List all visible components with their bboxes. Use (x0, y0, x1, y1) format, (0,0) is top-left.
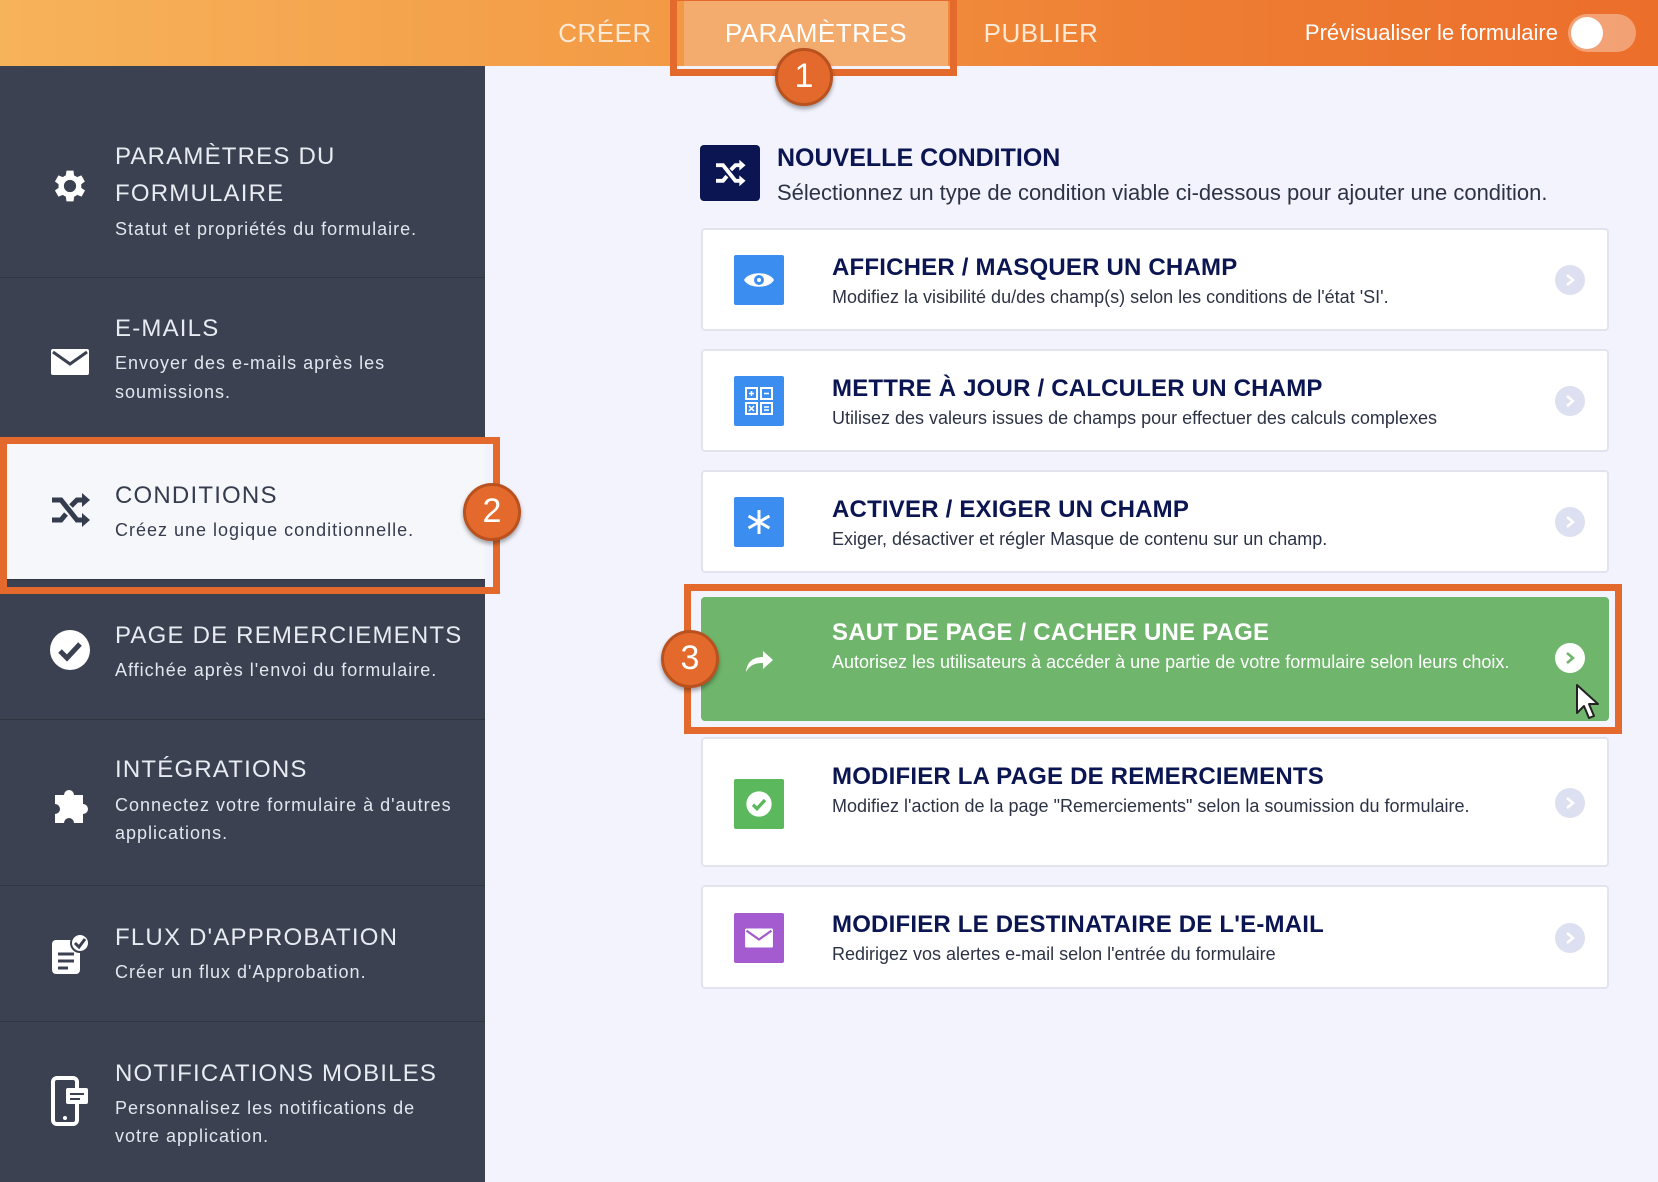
condition-card-update-calculate[interactable] (701, 349, 1609, 452)
check-circle-icon (48, 628, 92, 672)
toggle-knob (1571, 17, 1603, 49)
sidebar-item-title: CONDITIONS (115, 482, 278, 509)
sidebar-item-desc: Connectez votre formulaire à d'autres (115, 795, 452, 815)
sidebar-item-title: FORMULAIRE (115, 180, 285, 207)
card-title: AFFICHER / MASQUER UN CHAMP (832, 254, 1238, 281)
step-badge-1: 1 (775, 48, 833, 106)
preview-form-toggle[interactable] (1568, 14, 1636, 52)
tab-creer[interactable]: CRÉER (558, 18, 652, 48)
chevron-right-icon (1555, 265, 1585, 295)
sidebar-item-desc: applications. (115, 823, 229, 843)
chevron-right-icon (1555, 507, 1585, 537)
step-badge-2: 2 (463, 483, 521, 541)
condition-card-show-hide[interactable] (701, 228, 1609, 331)
sidebar-item-desc: Personnalisez les notifications de (115, 1098, 416, 1118)
sidebar-item-integrations[interactable] (0, 720, 485, 886)
sidebar-item-title: PAGE DE REMERCIEMENTS (115, 622, 463, 649)
chevron-right-icon (1555, 788, 1585, 818)
card-desc: Autorisez les utilisateurs à accéder à une partie de votre formulaire selon leurs choix. (832, 652, 1510, 672)
approval-icon (48, 932, 92, 976)
calculator-icon (734, 376, 784, 426)
card-desc: Utilisez des valeurs issues de champs pour effectuer des calculs complexes (832, 408, 1437, 428)
card-title: ACTIVER / EXIGER UN CHAMP (832, 496, 1190, 523)
card-title: MODIFIER LE DESTINATAIRE DE L'E-MAIL (832, 911, 1325, 938)
card-title: MODIFIER LA PAGE DE REMERCIEMENTS (832, 763, 1324, 790)
sidebar-item-title: FLUX D'APPROBATION (115, 924, 399, 951)
chevron-right-icon (1555, 923, 1585, 953)
tab-parametres[interactable]: PARAMÈTRES (684, 0, 948, 66)
sidebar-item-approval-flows[interactable] (0, 886, 485, 1022)
mouse-cursor-icon (1575, 683, 1601, 726)
sidebar-item-thank-you-page[interactable] (0, 580, 485, 720)
step-badge-3: 3 (661, 630, 719, 688)
highlight-frame-conditions (0, 437, 500, 594)
tab-publier[interactable]: PUBLIER (983, 18, 1099, 48)
envelope-icon (48, 340, 92, 384)
condition-card-change-thank-you[interactable] (701, 737, 1609, 867)
sidebar-item-title: NOTIFICATIONS MOBILES (115, 1060, 438, 1087)
sidebar-item-title: INTÉGRATIONS (115, 756, 308, 783)
sidebar-item-desc: Affichée après l'envoi du formulaire. (115, 660, 438, 680)
sidebar-item-desc: Envoyer des e-mails après les (115, 353, 386, 373)
sidebar-item-desc: soumissions. (115, 382, 232, 402)
sidebar-item-desc: Statut et propriétés du formulaire. (115, 219, 418, 239)
check-circle-icon (734, 779, 784, 829)
card-title: METTRE À JOUR / CALCULER UN CHAMP (832, 375, 1323, 402)
gear-icon (48, 164, 92, 208)
envelope-icon (734, 913, 784, 963)
asterisk-icon (734, 497, 784, 547)
preview-form-label: Prévisualiser le formulaire (1304, 20, 1558, 45)
shuffle-icon (700, 145, 760, 201)
card-desc: Redirigez vos alertes e-mail selon l'entrée du formulaire (832, 944, 1276, 964)
condition-card-enable-require[interactable] (701, 470, 1609, 573)
puzzle-icon (48, 782, 92, 826)
sidebar-item-desc: Créez une logique conditionnelle. (115, 520, 415, 540)
page-subtitle: Sélectionnez un type de condition viable ci-dessous pour ajouter une condition. (777, 180, 1548, 205)
condition-card-change-email-recipient[interactable] (701, 885, 1609, 989)
sidebar-item-emails[interactable] (0, 278, 485, 440)
card-title: SAUT DE PAGE / CACHER UNE PAGE (832, 619, 1270, 646)
sidebar-item-form-settings[interactable] (0, 66, 485, 278)
card-desc: Modifiez l'action de la page "Remerciements" selon la soumission du formulaire. (832, 796, 1470, 816)
card-desc: Modifiez la visibilité du/des champ(s) selon les conditions de l'état 'SI'. (832, 287, 1389, 307)
settings-sidebar (0, 66, 485, 1182)
page-title: NOUVELLE CONDITION (777, 144, 1061, 172)
sidebar-item-desc: Créer un flux d'Approbation. (115, 962, 367, 982)
chevron-right-icon (1555, 386, 1585, 416)
eye-icon (734, 255, 784, 305)
sidebar-item-desc: votre application. (115, 1126, 270, 1146)
card-desc: Exiger, désactiver et régler Masque de contenu sur un champ. (832, 529, 1328, 549)
mobile-notification-icon (48, 1080, 92, 1124)
sidebar-item-title: E-MAILS (115, 315, 220, 342)
sidebar-item-mobile-notifications[interactable] (0, 1022, 485, 1182)
highlight-frame-card (684, 584, 1622, 734)
sidebar-item-title: PARAMÈTRES DU (115, 143, 336, 170)
